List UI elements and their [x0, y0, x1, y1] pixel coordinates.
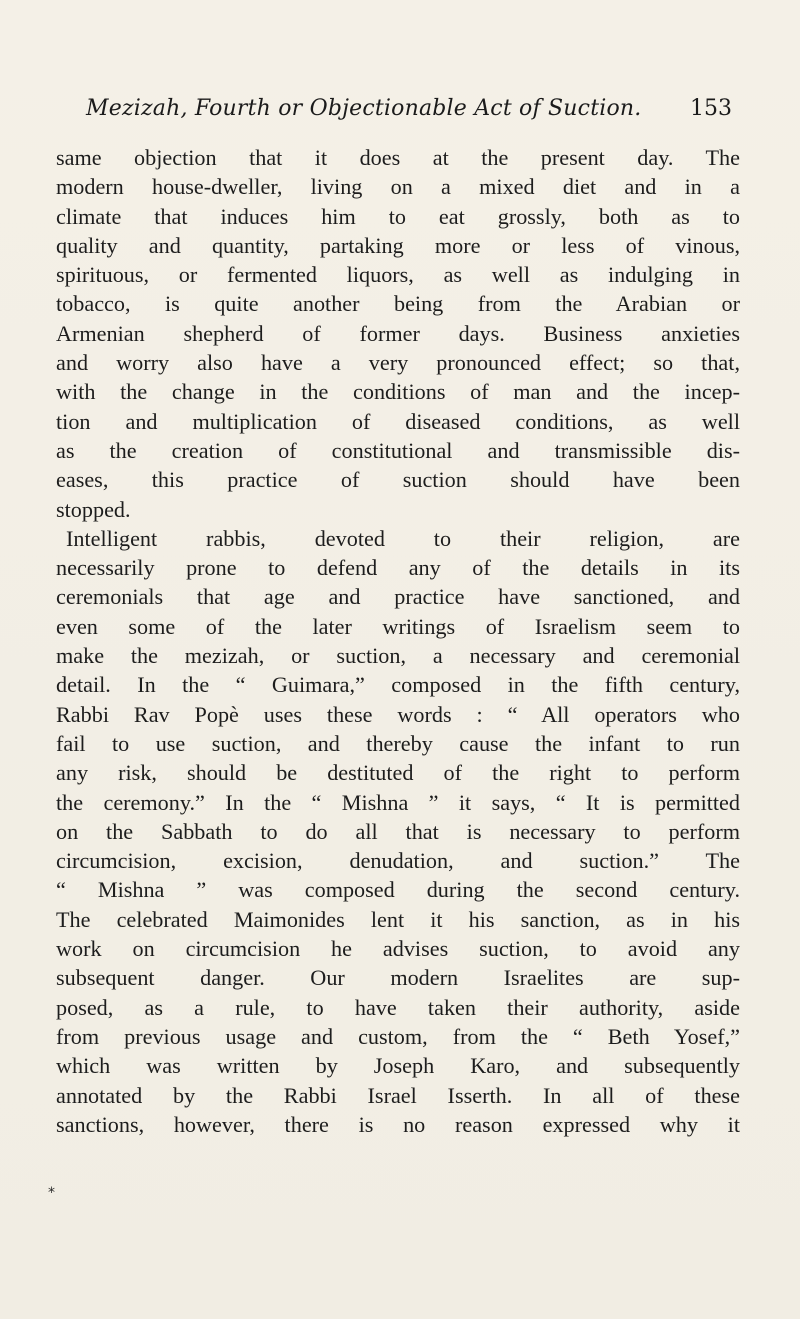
text-line: posed, as a rule, to have taken their authority, aside: [56, 994, 740, 1020]
text-line: ceremonials that age and practice have sanctioned, and: [56, 584, 740, 610]
marginal-mark: *: [48, 1185, 55, 1201]
text-line: even some of the later writings of Israelism seem to: [56, 613, 740, 639]
text-line: same objection that it does at the present day. The: [56, 145, 740, 170]
text-line: on the Sabbath to do all that is necessary to perform: [56, 818, 740, 844]
text-line: tion and multiplication of diseased conditions, as well: [56, 408, 740, 434]
text-line: quality and quantity, partaking more or less of vinous,: [56, 232, 740, 258]
text-line: detail. In the “ Guimara,” composed in the fifth century,: [56, 672, 740, 698]
text-line: the ceremony.” In the “ Mishna ” it says, “ It is permitted: [56, 789, 740, 815]
text-line: “ Mishna ” was composed during the second century.: [56, 877, 740, 903]
text-line: The celebrated Maimonides lent it his sanction, as in his: [56, 906, 740, 932]
text-line: work on circumcision he advises suction, to avoid any: [56, 936, 740, 962]
text-line: from previous usage and custom, from the “ Beth Yosef,”: [56, 1023, 740, 1049]
text-line: stopped.: [56, 496, 131, 522]
text-line: Rabbi Rav Popè uses these words : “ All operators who: [56, 701, 740, 727]
text-line: make the mezizah, or suction, a necessary and ceremonial: [56, 643, 740, 669]
text-line: Intelligent rabbis, devoted to their religion, are: [66, 525, 740, 551]
text-line: circumcision, excision, denudation, and suction.” The: [56, 848, 740, 874]
text-line: eases, this practice of suction should have been: [56, 467, 740, 493]
text-line: which was written by Joseph Karo, and subsequently: [56, 1053, 740, 1079]
text-line: as the creation of constitutional and transmissible dis-: [56, 437, 740, 463]
text-line: any risk, should be destituted of the right to perform: [56, 760, 740, 786]
text-line: tobacco, is quite another being from the Arabian or: [56, 291, 740, 317]
running-header: [86, 96, 732, 136]
text-line: Armenian shepherd of former days. Business anxieties: [56, 320, 740, 346]
text-line: fail to use suction, and thereby cause the infant to run: [56, 730, 740, 756]
text-line: with the change in the conditions of man and the incep-: [56, 379, 740, 405]
text-line: sanctions, however, there is no reason expressed why it: [56, 1111, 740, 1137]
text-line: annotated by the Rabbi Israel Isserth. In all of these: [56, 1082, 740, 1108]
text-line: spirituous, or fermented liquors, as well as indulging in: [56, 262, 740, 288]
page-number: 153: [690, 96, 732, 121]
body-text: [56, 143, 740, 1139]
text-line: subsequent danger. Our modern Israelites are sup-: [56, 965, 740, 991]
text-line: climate that induces him to eat grossly, both as to: [56, 203, 740, 229]
running-title: Mezizah, Fourth or Objectionable Act of Suction.: [86, 96, 642, 121]
text-line: and worry also have a very pronounced effect; so that,: [56, 350, 740, 376]
text-line: necessarily prone to defend any of the details in its: [56, 555, 740, 581]
text-line: modern house-dweller, living on a mixed diet and in a: [56, 174, 740, 200]
